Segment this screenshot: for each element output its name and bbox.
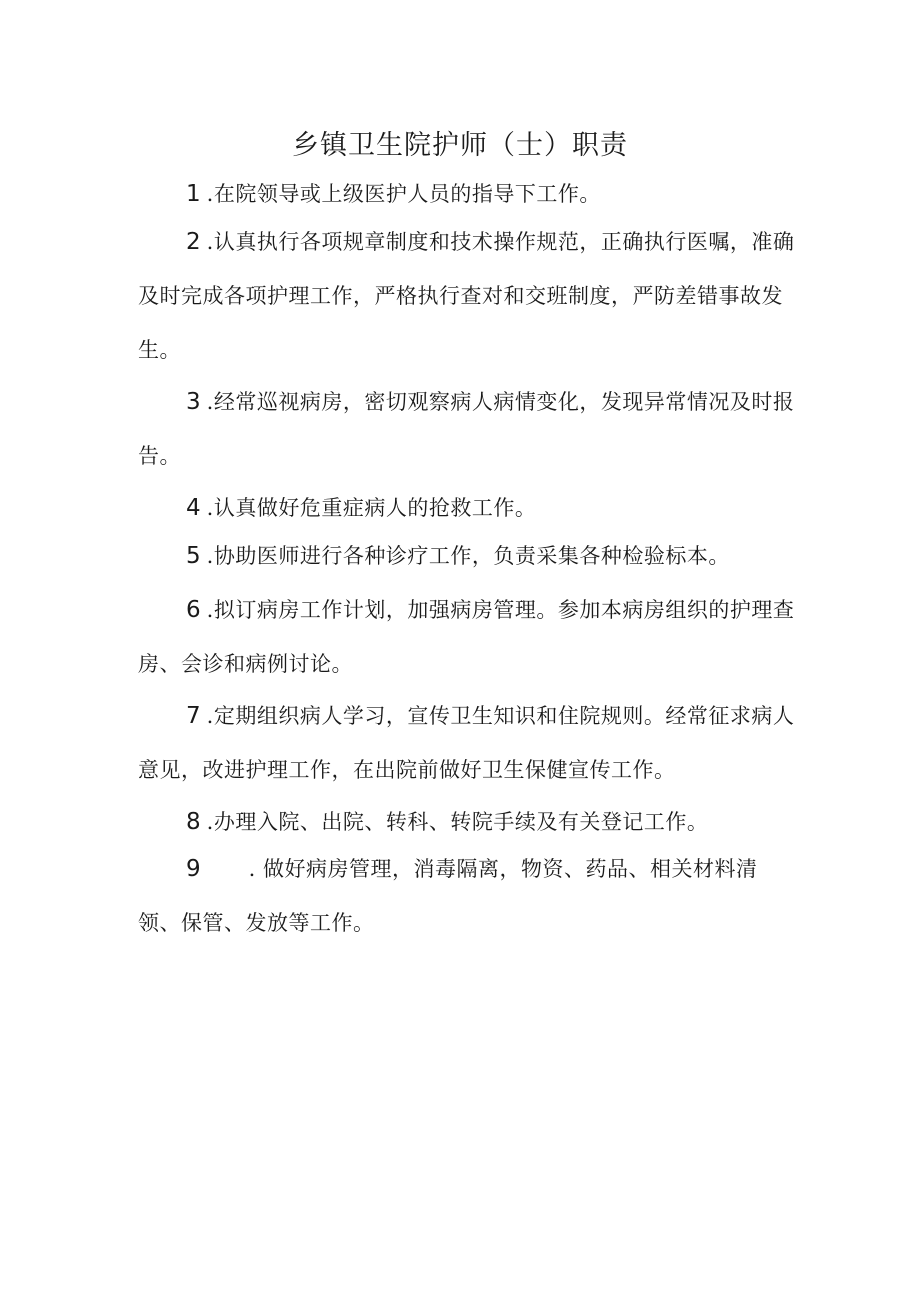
item-text: .经常巡视病房，密切观察病人病情变化，发现异常情况及时报告。 bbox=[138, 390, 795, 468]
item-number: 5 bbox=[186, 543, 207, 569]
duty-item-9 bbox=[138, 842, 798, 950]
item-number: 9 bbox=[186, 856, 249, 882]
duty-item-6 bbox=[138, 583, 798, 691]
item-text: .认真做好危重症病人的抢救工作。 bbox=[206, 496, 537, 520]
item-text: .拟订病房工作计划，加强病房管理。参加本病房组织的护理查房、会诊和病例讨论。 bbox=[138, 598, 795, 676]
item-number: 7 bbox=[186, 703, 207, 729]
duty-item-2 bbox=[138, 215, 798, 377]
item-number: 6 bbox=[186, 597, 207, 623]
item-number: 8 bbox=[186, 809, 207, 835]
item-text: .协助医师进行各种诊疗工作，负责采集各种检验标本。 bbox=[206, 544, 730, 568]
item-text: .认真执行各项规章制度和技术操作规范，正确执行医嘱，准确及时完成各项护理工作，严格执行查对和交班制度，严防差错事故发生。 bbox=[138, 230, 795, 362]
item-text: .定期组织病人学习，宣传卫生知识和住院规则。经常征求病人意见，改进护理工作，在出院前做好卫生保健宣传工作。 bbox=[138, 704, 795, 782]
item-number: 2 bbox=[186, 229, 207, 255]
duty-item-7 bbox=[138, 689, 798, 797]
duty-item-8 bbox=[138, 795, 798, 849]
item-text: .在院领导或上级医护人员的指导下工作。 bbox=[206, 182, 601, 206]
duty-item-3 bbox=[138, 375, 798, 483]
duty-item-1 bbox=[138, 167, 798, 221]
duty-item-5 bbox=[138, 529, 798, 583]
item-text: .办理入院、出院、转科、转院手续及有关登记工作。 bbox=[206, 810, 709, 834]
duty-item-4 bbox=[138, 481, 798, 535]
item-number: 4 bbox=[186, 495, 207, 521]
item-text: . 做好病房管理，消毒隔离，物资、药品、相关材料清领、保管、发放等工作。 bbox=[138, 857, 758, 935]
document-title: 乡镇卫生院护师（士）职责 bbox=[292, 130, 628, 161]
item-number: 1 bbox=[186, 181, 207, 207]
item-number: 3 bbox=[186, 389, 207, 415]
